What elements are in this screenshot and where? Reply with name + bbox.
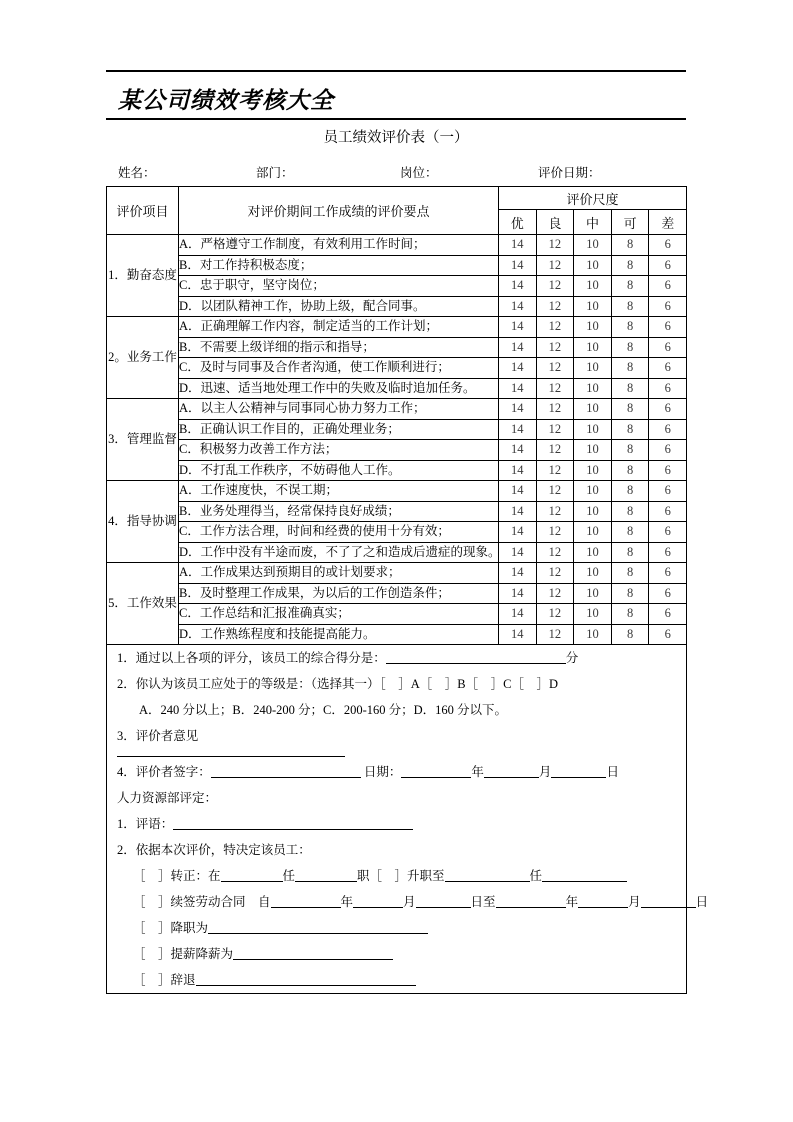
score-option[interactable]: 14 [499,419,537,440]
category-cell: 1．勤奋态度 [107,235,179,317]
score-option[interactable]: 14 [499,542,537,563]
table-row [107,276,687,297]
score-option[interactable]: 12 [536,317,574,338]
hr-heading-label: 人力资源部评定： [117,791,218,805]
table-row [107,399,687,420]
header-grade: 可 [611,210,649,235]
score-option[interactable]: 6 [649,501,687,522]
score-option[interactable]: 12 [536,235,574,256]
decision-salary-label: ［ ］提薪降薪为 [133,947,234,961]
table-row [107,583,687,604]
blank-line[interactable] [173,814,413,830]
evaluator-opinion-label: 3．评价者意见 [117,729,199,743]
footer-evaluator-opinion-label [107,723,686,749]
blank-line[interactable] [578,892,628,908]
decision-confirm-mid1: 任 [282,869,296,883]
score-option[interactable]: 12 [536,583,574,604]
score-option[interactable]: 14 [499,522,537,543]
blank-line[interactable] [416,892,471,908]
decision-confirm-label: ［ ］转正：在 [133,869,221,883]
score-option[interactable]: 10 [574,604,612,625]
score-option[interactable]: 14 [499,317,537,338]
decision-confirm-mid2: 职［ ］升职至 [357,869,445,883]
header-rule-bottom [106,118,686,120]
field-label-department: 部门： [256,166,294,180]
score-option[interactable]: 10 [574,542,612,563]
evaluation-point: A．正确理解工作内容，制定适当的工作计划； [179,317,499,338]
field-label-name: 姓名： [118,166,156,180]
score-option[interactable]: 8 [611,481,649,502]
blank-line[interactable] [386,648,566,664]
evaluation-point: D．以团队精神工作，协助上级，配合同事。 [179,296,499,317]
score-option[interactable]: 12 [536,296,574,317]
footer-grade-select-line[interactable] [107,671,686,697]
score-option[interactable]: 8 [611,296,649,317]
score-option[interactable]: 10 [574,624,612,645]
score-option[interactable]: 10 [574,481,612,502]
score-option[interactable]: 10 [574,378,612,399]
score-option[interactable]: 10 [574,522,612,543]
grade-select-label: 2．你认为该员工应处于的等级是：（选择其一）［ ］A［ ］B［ ］C［ ］D [117,677,558,691]
score-option[interactable]: 10 [574,235,612,256]
footer-hr-comment-line [107,811,686,837]
blank-line[interactable] [445,866,530,882]
identity-row [106,163,686,183]
blank-line[interactable] [496,892,566,908]
renew-month1: 月 [403,895,416,909]
blank-line[interactable] [233,944,393,960]
decision-renew-label: ［ ］续签劳动合同 自 [133,895,271,909]
score-option[interactable]: 14 [499,604,537,625]
score-option[interactable]: 10 [574,358,612,379]
decision-option-confirm[interactable] [107,863,686,889]
score-option[interactable]: 10 [574,399,612,420]
footer-signature-line [107,759,686,785]
score-option[interactable]: 8 [611,563,649,584]
hr-decision-label: 2．依据本次评价，特决定该员工： [117,843,311,857]
blank-line[interactable] [295,866,357,882]
score-option[interactable]: 12 [536,255,574,276]
evaluation-point: B．不需要上级详细的指示和指导； [179,337,499,358]
hr-comment-label: 1．评语： [117,817,174,831]
header-item: 评价项目 [107,187,179,235]
score-option[interactable]: 8 [611,317,649,338]
score-option[interactable]: 6 [649,276,687,297]
score-option[interactable]: 6 [649,235,687,256]
header-grade: 中 [574,210,612,235]
score-option[interactable]: 6 [649,337,687,358]
decision-option-demote[interactable] [107,915,686,941]
evaluation-point: C．忠于职守，坚守岗位； [179,276,499,297]
score-option[interactable]: 6 [649,522,687,543]
evaluation-point: B．及时整理工作成果，为以后的工作创造条件； [179,583,499,604]
table-row [107,255,687,276]
table-row [107,604,687,625]
score-option[interactable]: 10 [574,337,612,358]
score-option[interactable]: 6 [649,317,687,338]
day-label: 日 [606,765,619,779]
score-option[interactable]: 12 [536,481,574,502]
evaluation-point: B．对工作持积极态度； [179,255,499,276]
score-option[interactable]: 14 [499,440,537,461]
table-row [107,358,687,379]
blank-line[interactable] [196,970,416,986]
score-option[interactable]: 6 [649,604,687,625]
decision-confirm-mid3: 任 [529,869,543,883]
score-option[interactable]: 14 [499,460,537,481]
score-option[interactable]: 8 [611,419,649,440]
score-option[interactable]: 6 [649,481,687,502]
blank-line[interactable] [271,892,341,908]
evaluator-opinion-blank[interactable] [117,755,345,757]
footer-grade-detail-line [107,697,686,723]
evaluation-point: B．业务处理得当，经常保持良好成绩； [179,501,499,522]
score-option[interactable]: 12 [536,399,574,420]
table-row [107,542,687,563]
score-option[interactable]: 10 [574,296,612,317]
score-option[interactable]: 12 [536,460,574,481]
field-label-position: 岗位： [400,166,438,180]
table-row [107,378,687,399]
evaluation-point: D．不打乱工作秩序，不妨碍他人工作。 [179,460,499,481]
header-scale: 评价尺度 [499,187,687,210]
table-row [107,522,687,543]
evaluation-point: C．及时与同事及合作者沟通，使工作顺利进行； [179,358,499,379]
table-row [107,296,687,317]
signature-label: 4．评价者签字： [117,765,211,779]
score-option[interactable]: 6 [649,563,687,584]
score-option[interactable]: 6 [649,419,687,440]
header-grade: 优 [499,210,537,235]
form-subtitle: 员工绩效评价表（一） [323,130,469,146]
score-option[interactable]: 10 [574,276,612,297]
score-option[interactable]: 14 [499,358,537,379]
score-option[interactable]: 8 [611,358,649,379]
blank-line[interactable] [484,762,539,778]
blank-line[interactable] [208,918,428,934]
score-option[interactable]: 6 [649,460,687,481]
blank-line[interactable] [551,762,606,778]
footer-row [107,645,687,994]
score-option[interactable]: 6 [649,583,687,604]
footer-hr-decision-heading [107,837,686,863]
evaluation-point: D．工作熟练程度和技能提高能力。 [179,624,499,645]
score-option[interactable]: 12 [536,624,574,645]
header-points: 对评价期间工作成绩的评价要点 [179,187,499,235]
evaluation-point: C．工作总结和汇报准确真实； [179,604,499,625]
table-row [107,235,687,256]
category-cell: 3．管理监督 [107,399,179,481]
score-option[interactable]: 6 [649,296,687,317]
evaluation-point: D．工作中没有半途而废，不了了之和造成后遗症的现象。 [179,542,499,563]
evaluation-point: C．积极努力改善工作方法； [179,440,499,461]
score-option[interactable]: 14 [499,399,537,420]
score-option[interactable]: 8 [611,276,649,297]
evaluation-table [106,186,709,994]
evaluation-point: A．以主人公精神与同事同心协力努力工作； [179,399,499,420]
score-option[interactable]: 14 [499,276,537,297]
score-option[interactable]: 8 [611,399,649,420]
renew-year1: 年 [340,895,354,909]
blank-line[interactable] [401,762,471,778]
score-option[interactable]: 12 [536,358,574,379]
table-row [107,419,687,440]
score-option[interactable]: 6 [649,255,687,276]
renew-month2: 月 [628,895,641,909]
decision-option-dismiss[interactable] [107,967,686,993]
score-option[interactable]: 14 [499,337,537,358]
score-option[interactable]: 12 [536,522,574,543]
score-option[interactable]: 8 [611,624,649,645]
score-option[interactable]: 12 [536,378,574,399]
score-option[interactable]: 14 [499,296,537,317]
evaluation-point: A．工作速度快，不误工期； [179,481,499,502]
score-option[interactable]: 10 [574,440,612,461]
score-option[interactable]: 14 [499,378,537,399]
score-option[interactable]: 6 [649,542,687,563]
score-option[interactable]: 8 [611,542,649,563]
score-option[interactable]: 8 [611,501,649,522]
blank-line[interactable] [221,866,283,882]
decision-option-salary[interactable] [107,941,686,967]
evaluation-point: D．迅速、适当地处理工作中的失败及临时追加任务。 [179,378,499,399]
table-row [107,481,687,502]
footer-total-score-line [107,645,686,671]
score-option[interactable]: 8 [611,255,649,276]
decision-option-renew[interactable] [107,889,709,915]
score-option[interactable]: 12 [536,337,574,358]
decision-dismiss-label: ［ ］辞退 [133,973,196,987]
renew-day1: 日至 [470,895,496,909]
score-option[interactable]: 12 [536,440,574,461]
score-option[interactable]: 8 [611,440,649,461]
score-option[interactable]: 8 [611,378,649,399]
score-option[interactable]: 6 [649,624,687,645]
score-option[interactable]: 8 [611,604,649,625]
header-rule-top [106,70,686,72]
blank-line[interactable] [641,892,696,908]
score-option[interactable]: 6 [649,399,687,420]
score-option[interactable]: 12 [536,276,574,297]
month-label: 月 [538,765,552,779]
score-option[interactable]: 14 [499,583,537,604]
table-row [107,563,687,584]
score-option[interactable]: 8 [611,583,649,604]
score-option[interactable]: 12 [536,501,574,522]
score-option[interactable]: 8 [611,337,649,358]
table-row [107,337,687,358]
score-option[interactable]: 10 [574,419,612,440]
score-option[interactable]: 6 [649,440,687,461]
score-option[interactable]: 10 [574,583,612,604]
blank-line[interactable] [211,762,361,778]
score-option[interactable]: 12 [536,604,574,625]
score-option[interactable]: 8 [611,235,649,256]
score-option[interactable]: 6 [649,378,687,399]
score-option[interactable]: 10 [574,460,612,481]
date-label: 日期： [363,765,402,779]
evaluation-point: B．正确认识工作目的，正确处理业务； [179,419,499,440]
score-option[interactable]: 14 [499,563,537,584]
table-row [107,501,687,522]
evaluation-point: A．工作成果达到预期目的或计划要求； [179,563,499,584]
evaluation-point: A．严格遵守工作制度，有效利用工作时间； [179,235,499,256]
score-option[interactable]: 14 [499,255,537,276]
score-option[interactable]: 12 [536,419,574,440]
evaluation-point: C．工作方法合理，时间和经费的使用十分有效； [179,522,499,543]
blank-line[interactable] [353,892,403,908]
grade-ranges: A．240 分以上；B．240-200 分；C．200-160 分；D．160 分以下。 [139,703,508,717]
table-header-row-1 [107,187,687,210]
footer-hr-heading [107,785,686,811]
field-label-eval-date: 评价日期： [538,166,601,180]
score-option[interactable]: 14 [499,624,537,645]
renew-day2: 日 [695,895,709,909]
total-score-unit: 分 [565,651,579,665]
table-row [107,317,687,338]
blank-line[interactable] [542,866,627,882]
score-option[interactable]: 10 [574,501,612,522]
year-label: 年 [471,765,484,779]
category-cell: 4．指导协调 [107,481,179,563]
header-grade: 良 [536,210,574,235]
score-option[interactable]: 14 [499,235,537,256]
category-cell: 5．工作效果 [107,563,179,645]
score-option[interactable]: 6 [649,358,687,379]
score-option[interactable]: 14 [499,481,537,502]
score-option[interactable]: 10 [574,255,612,276]
score-option[interactable]: 12 [536,542,574,563]
total-score-label: 1．通过以上各项的评分，该员工的综合得分是： [117,651,386,665]
category-cell: 2。业务工作 [107,317,179,399]
table-row [107,440,687,461]
document-title: 某公司绩效考核大全 [118,88,334,113]
score-option[interactable]: 14 [499,501,537,522]
header-grade: 差 [649,210,687,235]
score-option[interactable]: 12 [536,563,574,584]
score-option[interactable]: 10 [574,563,612,584]
footer-block [107,645,709,994]
table-row [107,460,687,481]
table-row [107,624,687,645]
renew-year2: 年 [565,895,579,909]
score-option[interactable]: 10 [574,317,612,338]
decision-demote-label: ［ ］降职为 [133,921,209,935]
score-option[interactable]: 8 [611,460,649,481]
score-option[interactable]: 8 [611,522,649,543]
